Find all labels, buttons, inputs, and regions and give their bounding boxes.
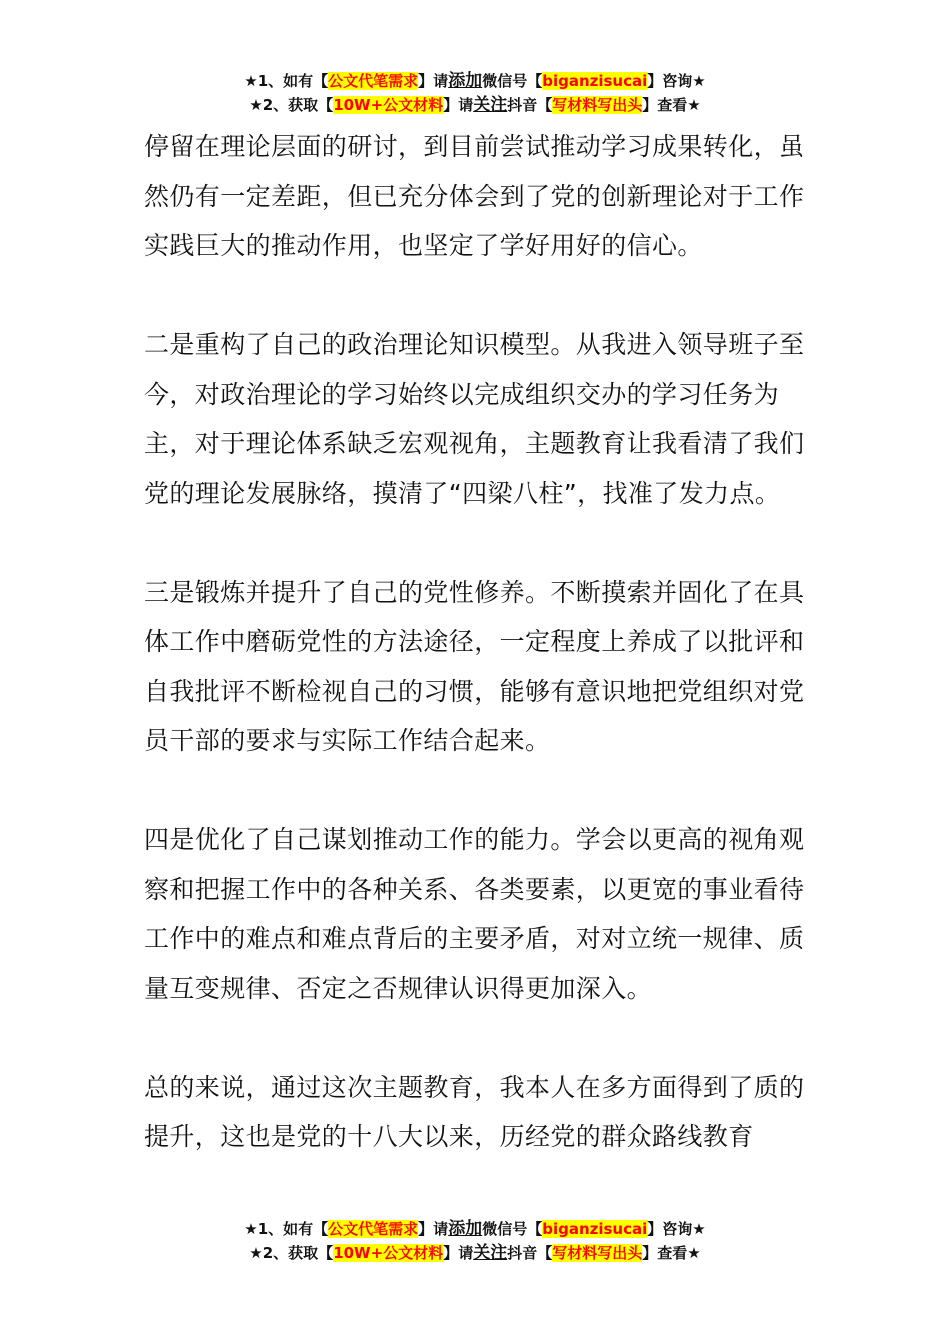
- paragraph-spacer: [144, 271, 814, 321]
- document-body: [144, 122, 814, 1162]
- highlight-materials: 10W+公文材料: [333, 96, 444, 114]
- highlight-douyin: 写材料写出头: [552, 96, 643, 114]
- paragraph: 三是锻炼并提升了自己的党性修养。不断摸索并固化了在具体工作中磨砺党性的方法途径，一定程度上养成了以批评和自我批评不断检视自己的习惯，能够有意识地把党组织对党员干部的要求与实际工作结合起来。: [144, 577, 805, 755]
- highlight-wechat-id: biganzisucai: [542, 1220, 648, 1238]
- header-banner: [0, 69, 950, 117]
- paragraph: 四是优化了自己谋划推动工作的能力。学会以更高的视角观察和把握工作中的各种关系、各类要素，以更宽的事业看待工作中的难点和难点背后的主要矛盾，对对立统一规律、质量互变规律、否定之否规律认识得更加深入。: [144, 825, 805, 1003]
- footer-banner: [0, 1217, 950, 1265]
- paragraph: 停留在理论层面的研讨，到目前尝试推动学习成果转化，虽然仍有一定差距，但已充分体会到了党的创新理论对于工作实践巨大的推动作用，也坚定了学好用好的信心。: [144, 132, 805, 260]
- highlight-service: 公文代笔需求: [328, 72, 419, 90]
- highlight-materials: 10W+公文材料: [333, 1244, 444, 1262]
- banner-line-2: ★2、获取【10W+公文材料】请关注抖音【写材料写出头】查看★: [249, 1243, 701, 1263]
- banner-line-1: ★1、如有【公文代笔需求】请添加微信号【biganzisucai】咨询★: [244, 71, 706, 91]
- banner-line-1: ★1、如有【公文代笔需求】请添加微信号【biganzisucai】咨询★: [244, 1219, 706, 1239]
- paragraph-spacer: [144, 1013, 814, 1063]
- banner-line-2: ★2、获取【10W+公文材料】请关注抖音【写材料写出头】查看★: [249, 95, 701, 115]
- highlight-service: 公文代笔需求: [328, 1220, 419, 1238]
- paragraph-spacer: [144, 518, 814, 568]
- paragraph: 总的来说，通过这次主题教育，我本人在多方面得到了质的提升，这也是党的十八大以来，历经党的群众路线教育: [144, 1072, 805, 1151]
- highlight-douyin: 写材料写出头: [552, 1244, 643, 1262]
- paragraph: 二是重构了自己的政治理论知识模型。从我进入领导班子至今，对政治理论的学习始终以完成组织交办的学习任务为主，对于理论体系缺乏宏观视角，主题教育让我看清了我们党的理论发展脉络，摸清了“四梁八柱”，找准了发力点。: [144, 330, 805, 508]
- paragraph-spacer: [144, 766, 814, 816]
- highlight-wechat-id: biganzisucai: [542, 72, 648, 90]
